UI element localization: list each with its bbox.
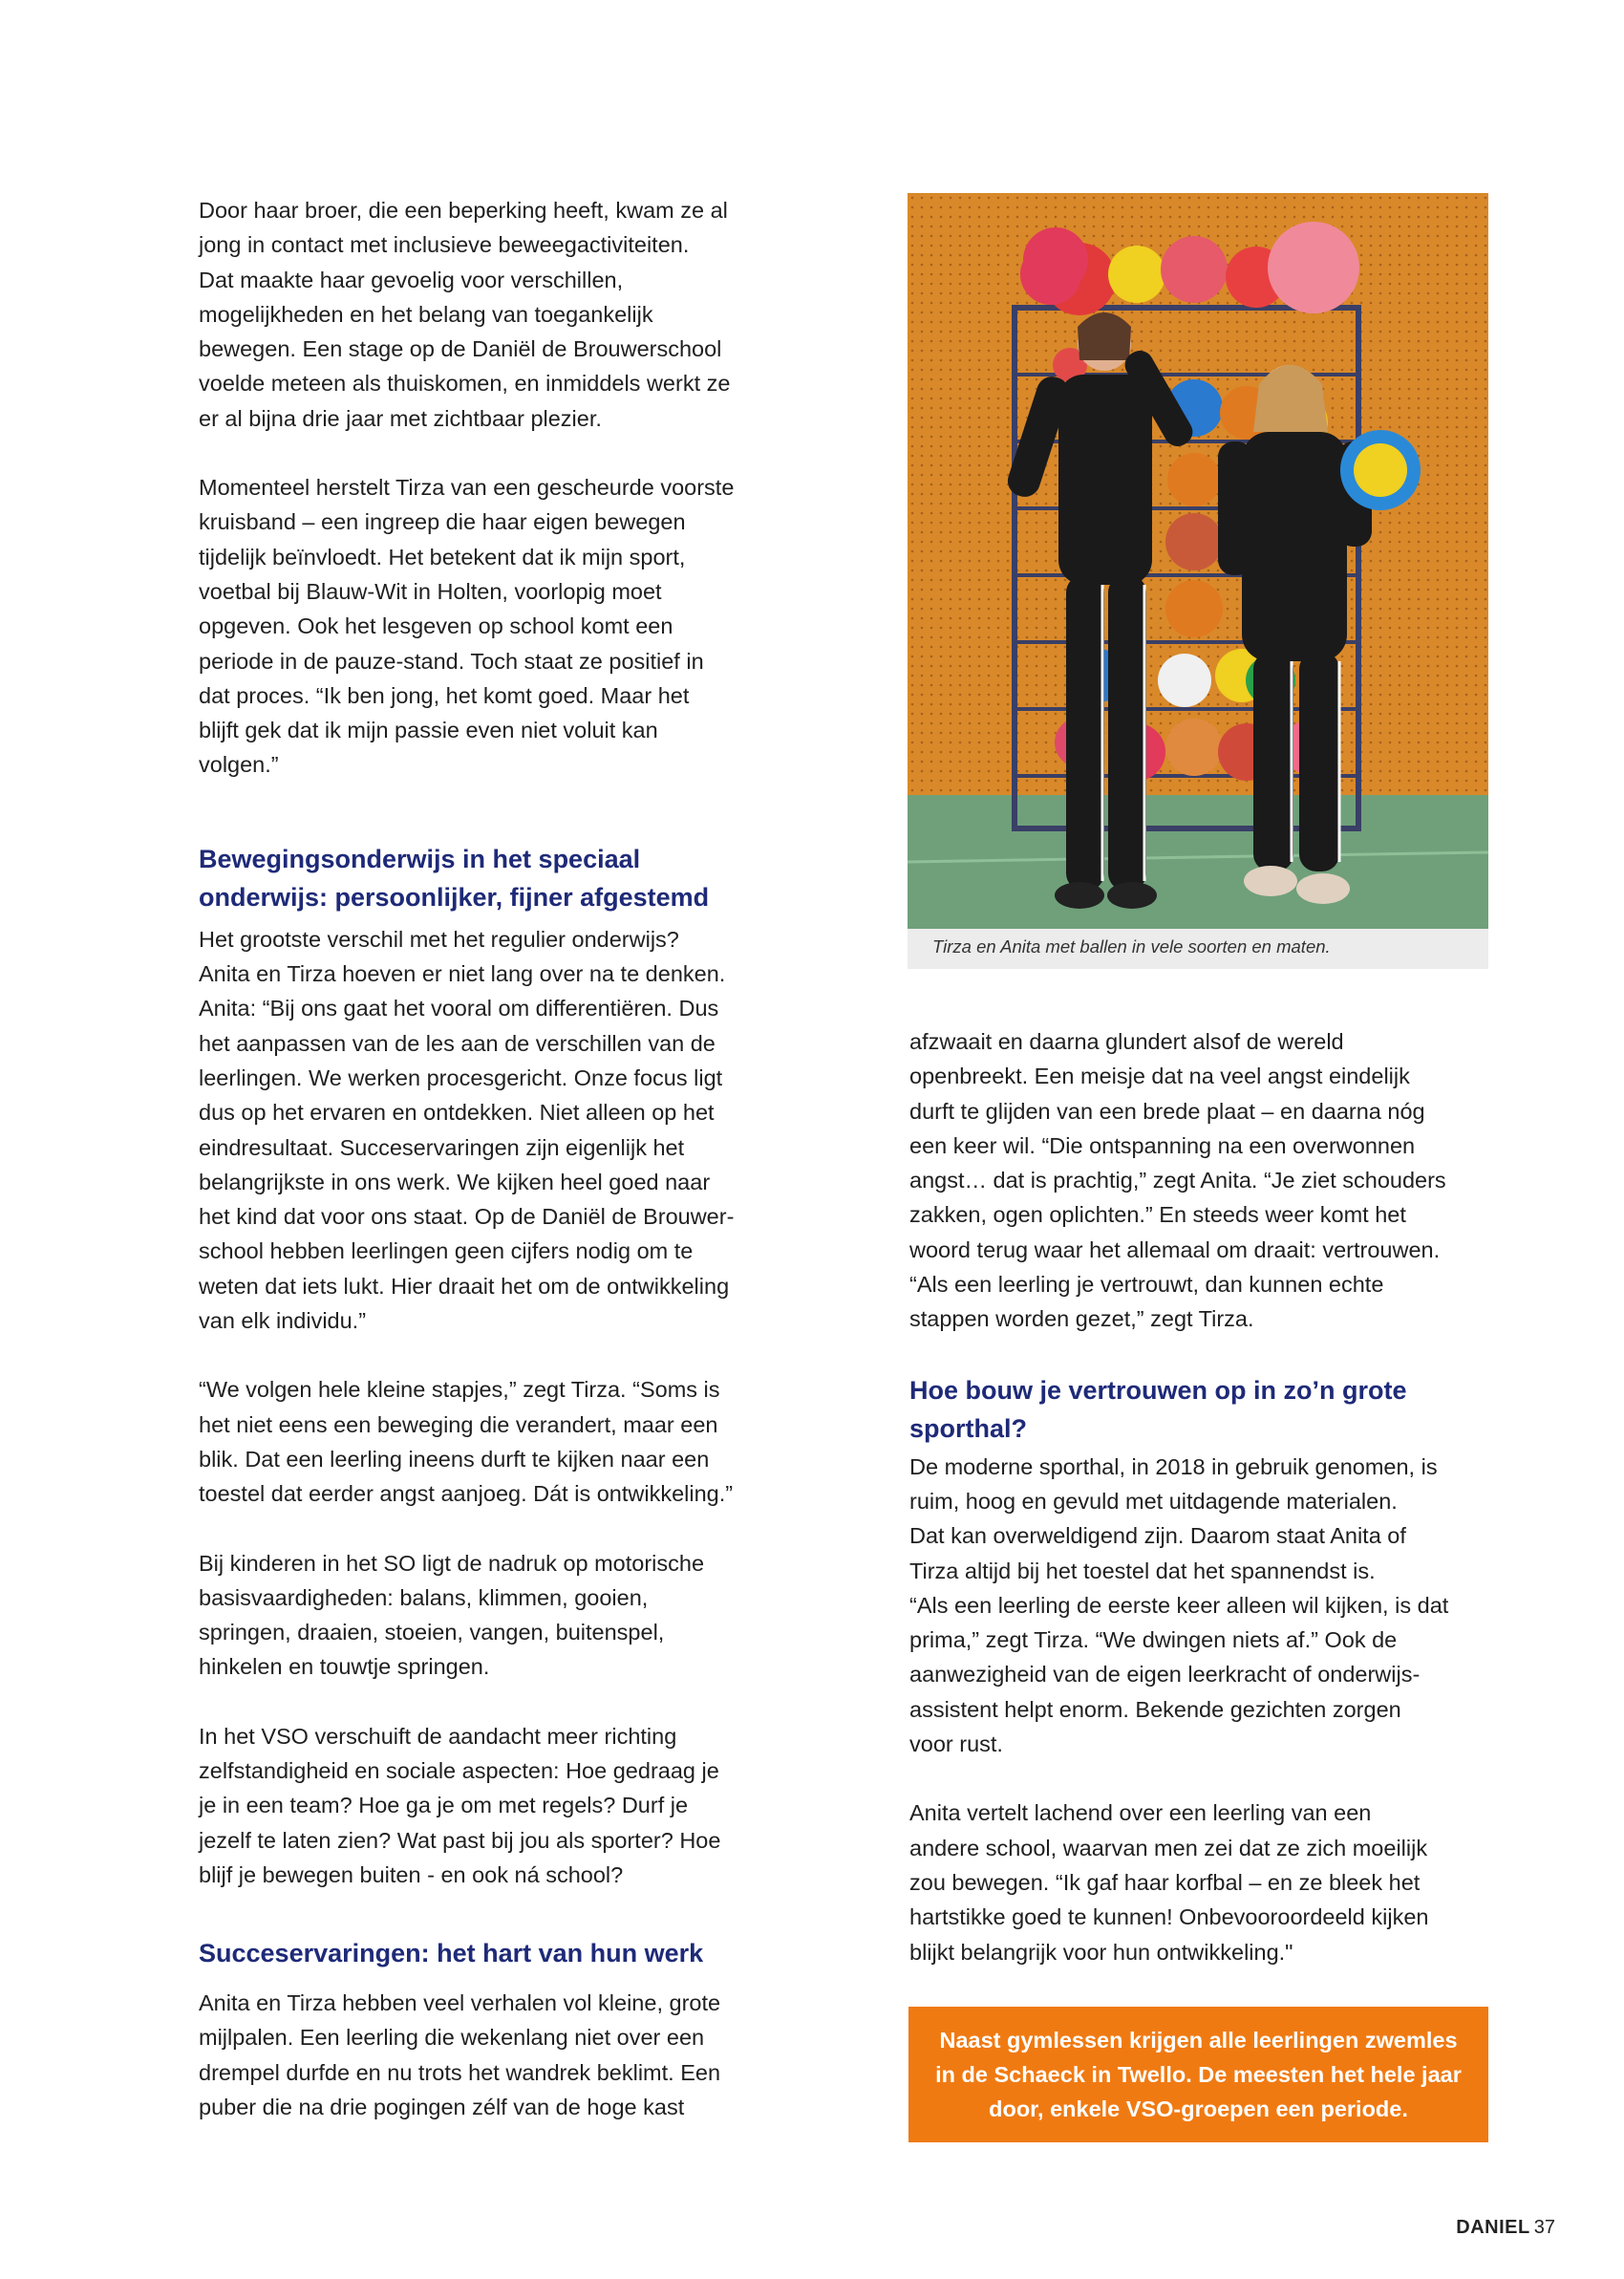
photo-teachers-with-balls bbox=[908, 193, 1488, 929]
heading-success-experiences: Succeservaringen: het hart van hun werk bbox=[199, 1939, 704, 1968]
photo-caption: Tirza en Anita met ballen in vele soorten en maten. bbox=[932, 936, 1331, 957]
paragraph-intro: Door haar broer, die een beperking heeft, kwam ze al jong in contact met inclusieve beweegactiviteiten. Dat maakte haar gevoelig voor verschillen, mogelijkheden en het belang van toegankelijk bewegen. Een stage op de Daniël de Brouwerschool voelde meteen als thuiskomen, en inmiddels werkt ze er al bijna drie jaar met zichtbaar plezier. bbox=[199, 198, 731, 431]
paragraph-so-skills: Bij kinderen in het SO ligt de nadruk op motorische basisvaardigheden: balans, klimmen, gooien, springen, draaien, stoeien, vangen, buitenspel, hinkelen en touwtje springen. bbox=[199, 1550, 705, 1680]
heading-special-education: Bewegingsonderwijs in het speciaal onderwijs: persoonlijker, fijner afgestemd bbox=[199, 844, 710, 912]
paragraph-trust: afzwaait en daarna glundert alsof de wereld openbreekt. Een meisje dat na veel angst eindelijk durft te glijden van een brede plaat – en daarna nóg een keer wil. “Die ontspanning na een overwonnen angst… dat is prachtig,” zegt Anita. “Je ziet schouders zakken, ogen oplichten.” En steeds weer komt het woord terug waar het allemaal om draait: vertrouwen. “Als een leerling je vertrouwt, dan kunnen echte stappen worden gezet,” zegt Tirza. bbox=[909, 1029, 1446, 1332]
paragraph-milestones: Anita en Tirza hebben veel verhalen vol kleine, grote mijlpalen. Een leerling die wekenlang niet over een drempel durfde en nu trots het wandrek beklimt. Een puber die na drie pogingen zélf van de hoge kast bbox=[199, 1990, 721, 2120]
page-footer bbox=[1456, 2217, 1555, 2239]
magazine-logo: DANIEL bbox=[1456, 2217, 1530, 2238]
right-column bbox=[909, 1024, 1492, 2004]
page-number: 37 bbox=[1533, 2217, 1555, 2238]
left-column bbox=[199, 193, 772, 2159]
heading-build-trust: Hoe bouw je vertrouwen op in zo’n grote sporthal? bbox=[909, 1375, 1407, 1443]
paragraph-differences: Het grootste verschil met het regulier onderwijs? Anita en Tirza hoeven er niet lang over na te denken. Anita: “Bij ons gaat het vooral om differentiëren. Dus het aanpassen van de les aan de verschillen van de leerlingen. We werken procesgericht. Onze focus ligt dus op het ervaren en ontdekken. Niet alleen op het eindresultaat. Succeservaringen zijn eigenlijk het belangrijkste in ons werk. We kijken heel goed naar het kind dat voor ons staat. Op de Daniël de Brouwer- school hebben leerlingen geen cijfers nodig om te weten dat iets lukt. Hier draait het om de ontwikkeling van elk individu.” bbox=[199, 926, 735, 1334]
paragraph-knee-injury: Momenteel herstelt Tirza van een gescheurde voorste kruisband – een ingreep die haar eigen bewegen tijdelijk beïnvloedt. Het betekent dat ik mijn sport, voetbal bij Blauw-Wit in Holten, voorlopig moet opgeven. Ook het lesgeven op school komt een periode in de pauze-stand. Toch staat ze positief in dat proces. “Ik ben jong, het komt goed. Maar het blijft gek dat ik mijn passie even niet voluit kan volgen.” bbox=[199, 475, 735, 778]
paragraph-korfball: Anita vertelt lachend over een leerling van een andere school, waarvan men zei dat ze zich moeilijk zou bewegen. “Ik gaf haar korfbal – en ze bleek het hartstikke goed te kunnen! Onbevooroordeeld kijken blijkt belangrijk voor hun ontwikkeling." bbox=[909, 1800, 1429, 1965]
paragraph-sports-hall: De moderne sporthal, in 2018 in gebruik genomen, is ruim, hoog en gevuld met uitdagende materialen. Dat kan overweldigend zijn. Daarom staat Anita of Tirza altijd bij het toestel dat het spannendst is. “Als een leerling de eerste keer alleen wil kijken, is dat prima,” zegt Tirza. “We dwingen niets af.” Ook de aanwezigheid van de eigen leerkracht of onderwijs- assistent helpt enorm. Bekende gezichten zorgen voor rust. bbox=[909, 1453, 1449, 1757]
paragraph-vso-focus: In het VSO verschuift de aandacht meer richting zelfstandigheid en sociale aspecten: Hoe gedraag je je in een team? Hoe ga je om met regels? Durf je jezelf te laten zien? Wat past bij jou als sporter? Hoe blijf je bewegen buiten - en ook ná school? bbox=[199, 1723, 721, 1887]
paragraph-small-steps: “We volgen hele kleine stapjes,” zegt Tirza. “Soms is het niet eens een beweging die verandert, maar een blik. Dat een leerling ineens durft te kijken naar een toestel dat eerder angst aanjoeg. Dát is ontwikkeling.” bbox=[199, 1377, 734, 1507]
photo-figure bbox=[908, 193, 1488, 969]
callout-swimming-lessons: Naast gymlessen krijgen alle leerlingen zwemles in de Schaeck in Twello. De meesten het hele jaar door, enkele VSO-groepen een periode. bbox=[908, 2007, 1488, 2142]
